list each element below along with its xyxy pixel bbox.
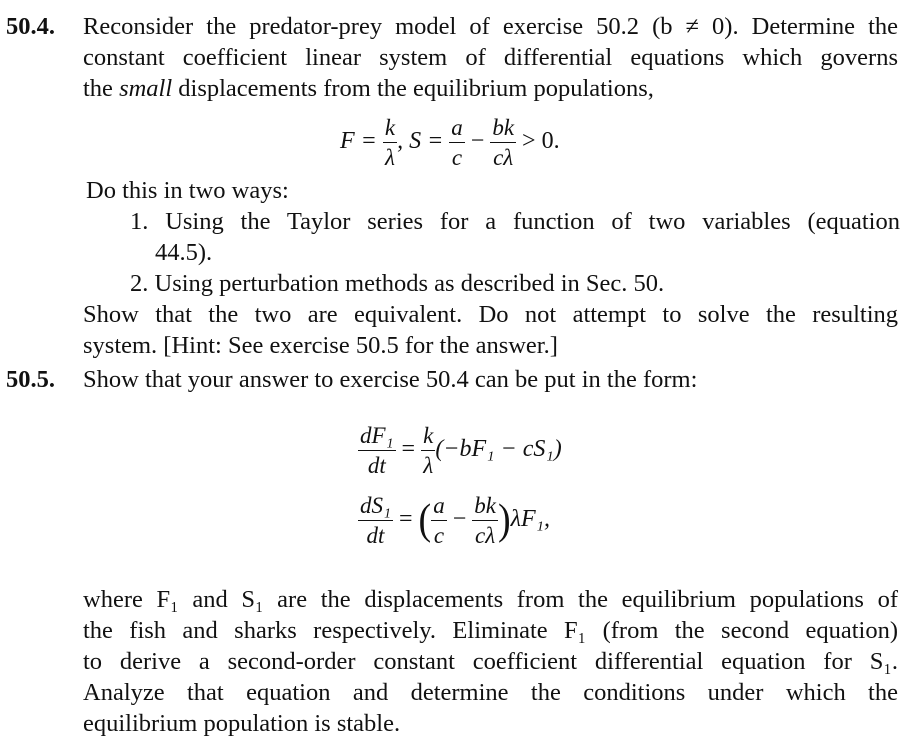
ex505-para-line-5: equilibrium population is stable. xyxy=(83,710,401,737)
differential-equation-1: $\frac{\text{dF₁}}{dt}$ = $\frac{k}{\lambda}$ (−bF₁ − cS₁) xyxy=(360,423,562,478)
ex505-line-1: Show that your answer to exercise 50.4 can be put in the form: xyxy=(83,366,698,393)
ex504-line-3: the small displacements from the equilibrium populations, xyxy=(83,75,654,102)
list-item-1: 1. Using the Taylor series for a function of two variables (equation xyxy=(130,208,900,235)
ex505-para-line-2: the fish and sharks respectively. Eliminate F₁ (from the second equation) xyxy=(83,617,898,644)
equilibrium-equation: F = $\frac{k}{\lambda}$ , S = $\frac{a}{c}$ − $\frac{bk}{c\lambda}$ > 0. xyxy=(340,115,560,170)
list-item-2: 2. Using perturbation methods as described in Sec. 50. xyxy=(130,270,665,297)
exercise-number-50-5: 50.5. xyxy=(6,366,55,393)
ex505-para-line-3: to derive a second-order constant coefficient differential equation for S₁. xyxy=(83,648,898,675)
ex505-para-line-4: Analyze that equation and determine the conditions under which the xyxy=(83,679,898,706)
differential-equation-2: $\frac{\text{dS₁}}{dt}$ = ( $\frac{a}{c}$ − $\frac{bk}{c\lambda}$ )λF₁, xyxy=(360,493,551,548)
ex504-line-1: Reconsider the predator-prey model of exercise 50.2 (b ≠ 0). Determine the xyxy=(83,13,898,40)
ex505-para-line-1: where F₁ and S₁ are the displacements from the equilibrium populations of xyxy=(83,586,898,613)
ex504-line-2: constant coefficient linear system of differential equations which governs xyxy=(83,44,898,71)
ex504-show-line-1: Show that the two are equivalent. Do not attempt to solve the resulting xyxy=(83,301,898,328)
ex504-show-line-2: system. [Hint: See exercise 50.5 for the answer.] xyxy=(83,332,558,359)
exercise-number-50-4: 50.4. xyxy=(6,13,55,40)
list-item-1-cont: 44.5). xyxy=(155,239,213,266)
ex504-intro: Do this in two ways: xyxy=(86,177,289,204)
emphasis-small: small xyxy=(119,75,173,102)
